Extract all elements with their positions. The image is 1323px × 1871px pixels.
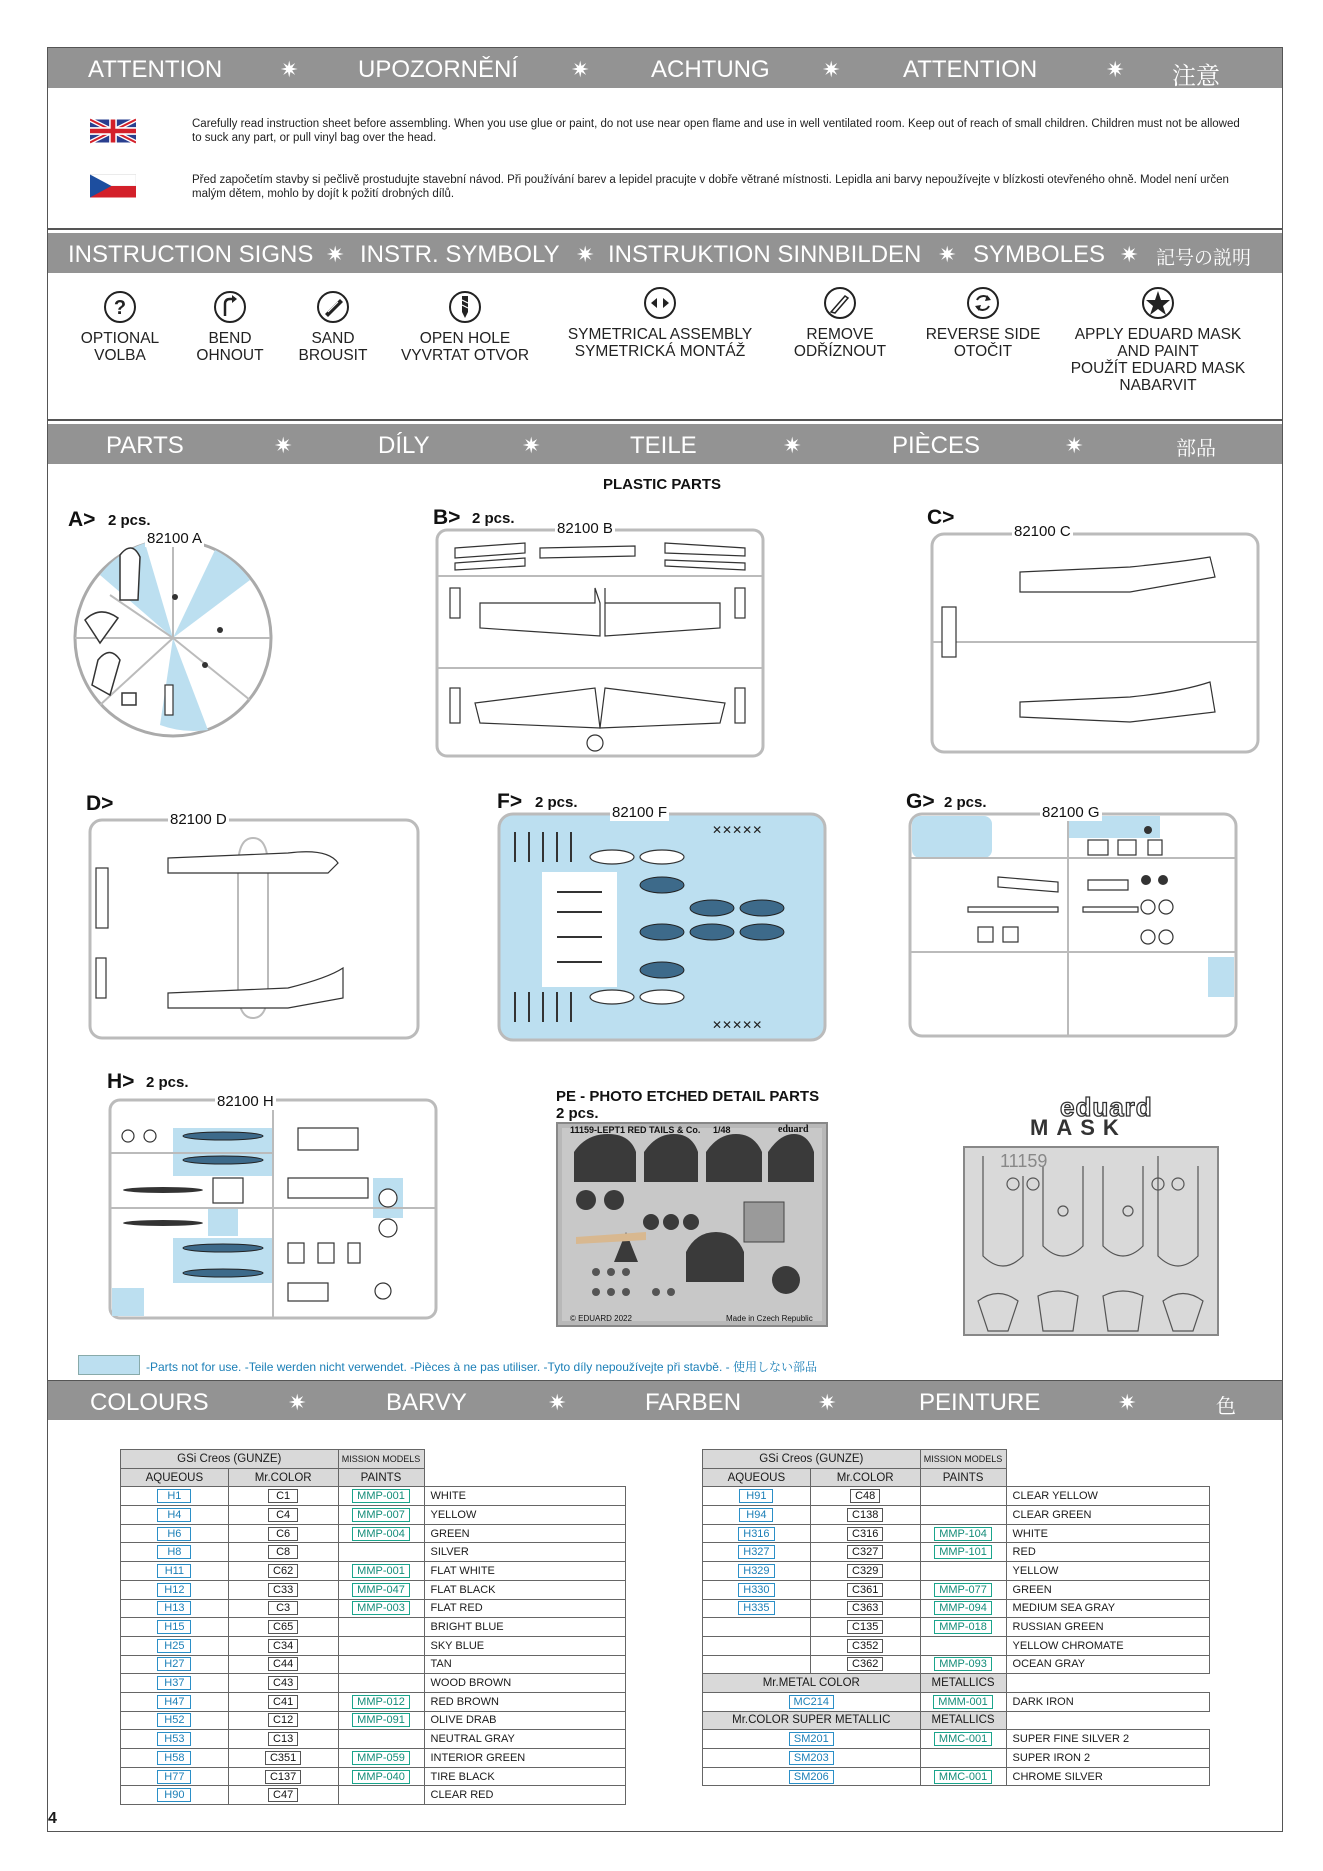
- mrcolor-code: C351: [265, 1751, 301, 1765]
- mrcolor-code: C47: [268, 1788, 298, 1802]
- table-row: [703, 1562, 1210, 1581]
- table-row: [121, 1767, 626, 1786]
- sign-line: OPTIONAL: [80, 330, 160, 347]
- sign-line: SAND: [311, 330, 355, 347]
- signs-en: INSTRUCTION SIGNS: [68, 241, 314, 268]
- mrcolor-code: C13: [268, 1732, 298, 1746]
- mission-code: MMC-001: [934, 1732, 992, 1746]
- header-mrcolor: Mr.COLOR: [228, 1468, 338, 1487]
- header-gunze: GSi Creos (GUNZE): [703, 1450, 921, 1469]
- pe-pcs: 2 pcs.: [556, 1105, 599, 1122]
- mission-code: MMP-040: [352, 1770, 410, 1784]
- parts-jp: 部品: [1176, 438, 1216, 460]
- star-icon: ✷: [822, 57, 841, 82]
- colours-cz: BARVY: [386, 1389, 467, 1416]
- metal-code: SM206: [789, 1770, 834, 1784]
- metal-code: SM201: [789, 1732, 834, 1746]
- colour-name: FLAT BLACK: [424, 1580, 626, 1599]
- aqueous-code: H316: [738, 1527, 774, 1541]
- pe-fret-brand: eduard: [778, 1124, 809, 1135]
- mrcolor-code: C43: [268, 1676, 298, 1690]
- colours-jp: 色: [1216, 1396, 1236, 1418]
- table-row: [121, 1786, 626, 1805]
- colour-name: OLIVE DRAB: [424, 1711, 626, 1730]
- colour-name: BRIGHT BLUE: [424, 1618, 626, 1637]
- mission-code: MMP-091: [352, 1713, 410, 1727]
- colours-fr: PEINTURE: [919, 1389, 1041, 1416]
- colour-name: FLAT RED: [424, 1599, 626, 1618]
- parts-de: TEILE: [630, 432, 697, 459]
- mrcolor-code: C65: [268, 1620, 298, 1634]
- table-row: [121, 1543, 626, 1562]
- unused-parts-legend: -Parts not for use. -Teile werden nicht verwendet. -Pièces à ne pas utiliser. -Tyto díly nepoužívejte při stavbě. - 使用しない部品: [146, 1360, 817, 1374]
- mrcolor-code: C12: [268, 1713, 298, 1727]
- colour-name: CLEAR RED: [424, 1786, 626, 1805]
- table-row: [703, 1730, 1210, 1749]
- mission-code: MMM-001: [933, 1695, 993, 1709]
- sign-line: APPLY EDUARD MASK: [1074, 326, 1242, 343]
- sand-icon: [316, 290, 350, 324]
- header-metal: Mr.METAL COLOR: [703, 1674, 921, 1693]
- table-row: [121, 1618, 626, 1637]
- sign-line: ODŘÍZNOUT: [793, 343, 887, 360]
- mrcolor-code: C6: [268, 1527, 298, 1541]
- colour-name: SILVER: [424, 1543, 626, 1562]
- sign-sand: [283, 290, 383, 364]
- table-row: [703, 1506, 1210, 1525]
- sprue-g-code: 82100 G: [1042, 804, 1100, 821]
- sign-open-hole: [395, 290, 535, 364]
- aqueous-code: H58: [157, 1751, 191, 1765]
- sprue-c-code: 82100 C: [1014, 523, 1071, 540]
- header-aqueous: AQUEOUS: [703, 1468, 811, 1487]
- colour-name: DARK IRON: [1006, 1692, 1209, 1711]
- star-icon: ✷: [1120, 242, 1139, 267]
- parts-cz: DÍLY: [378, 432, 430, 459]
- sprue-g-pcs: 2 pcs.: [944, 794, 987, 811]
- aqueous-code: H330: [738, 1583, 774, 1597]
- colours-table-left: [120, 1449, 626, 1805]
- mrcolor-code: C137: [265, 1770, 301, 1784]
- parts-en: PARTS: [106, 432, 184, 459]
- mrcolor-code: C316: [847, 1527, 883, 1541]
- aqueous-code: H90: [157, 1788, 191, 1802]
- table-row: [703, 1524, 1210, 1543]
- colours-table-right: [702, 1449, 1210, 1786]
- sprue-f-pcs: 2 pcs.: [535, 794, 578, 811]
- colour-name: TIRE BLACK: [424, 1767, 626, 1786]
- table-row: [703, 1692, 1210, 1711]
- signs-cz: INSTR. SYMBOLY: [360, 241, 560, 268]
- mrcolor-code: C1: [268, 1489, 298, 1503]
- signs-jp: 記号の説明: [1156, 248, 1252, 269]
- table-header-row: [703, 1711, 1210, 1730]
- table-header-row: [703, 1674, 1210, 1693]
- sprue-c-label: C>: [927, 506, 955, 529]
- attention-cz: UPOZORNĚNÍ: [358, 56, 519, 83]
- parts-fr: PIÈCES: [892, 432, 981, 459]
- colour-name: CLEAR GREEN: [1006, 1506, 1209, 1525]
- table-row: [121, 1692, 626, 1711]
- sprue-b-label: B>: [433, 506, 461, 529]
- table-header-row: [121, 1450, 626, 1469]
- aqueous-code: H12: [157, 1583, 191, 1597]
- aqueous-code: H1: [157, 1489, 191, 1503]
- header-mission: MISSION MODELS: [920, 1450, 1006, 1469]
- attention-de: ACHTUNG: [651, 56, 770, 83]
- uk-flag-icon: [90, 116, 136, 146]
- sprue-g-drawing: [908, 812, 1238, 1038]
- star-icon: ✷: [576, 242, 595, 267]
- sprue-g-label: G>: [906, 790, 935, 813]
- table-row: [121, 1580, 626, 1599]
- colours-header: [48, 1380, 1282, 1420]
- sign-line: OPEN HOLE: [419, 330, 511, 347]
- header-paints: PAINTS: [920, 1468, 1006, 1487]
- star-icon: ✷: [783, 433, 802, 458]
- colour-name: YELLOW CHROMATE: [1006, 1636, 1209, 1655]
- colour-name: YELLOW: [1006, 1562, 1209, 1581]
- colour-name: CHROME SILVER: [1006, 1767, 1209, 1786]
- mission-code: MMP-093: [934, 1657, 992, 1671]
- colour-name: RUSSIAN GREEN: [1006, 1618, 1209, 1637]
- star-icon: ✷: [274, 433, 293, 458]
- colour-name: WHITE: [1006, 1524, 1209, 1543]
- header-mission: MISSION MODELS: [338, 1450, 424, 1469]
- colour-name: CLEAR YELLOW: [1006, 1487, 1209, 1506]
- table-row: [121, 1749, 626, 1768]
- divider: [48, 228, 1282, 230]
- sign-remove: [775, 286, 905, 360]
- mrcolor-code: C8: [268, 1545, 298, 1559]
- aqueous-code: H6: [157, 1527, 191, 1541]
- aqueous-code: H8: [157, 1545, 191, 1559]
- star-icon: ✷: [522, 433, 541, 458]
- sprue-h-code: 82100 H: [217, 1093, 274, 1110]
- header-gunze: GSi Creos (GUNZE): [121, 1450, 339, 1469]
- sprue-f-code: 82100 F: [612, 804, 668, 821]
- aqueous-code: H329: [738, 1564, 774, 1578]
- mrcolor-code: C4: [268, 1508, 298, 1522]
- page-number: 4: [48, 1810, 57, 1827]
- colour-name: SKY BLUE: [424, 1636, 626, 1655]
- sprue-b-pcs: 2 pcs.: [472, 510, 515, 527]
- mission-code: MMP-007: [352, 1508, 410, 1522]
- table-row: [703, 1767, 1210, 1786]
- table-row: [121, 1487, 626, 1506]
- table-row: [121, 1599, 626, 1618]
- sprue-d-label: D>: [86, 792, 114, 815]
- plastic-parts-title: PLASTIC PARTS: [603, 476, 722, 493]
- aqueous-code: H15: [157, 1620, 191, 1634]
- table-row: [703, 1599, 1210, 1618]
- table-header-row: [121, 1468, 626, 1487]
- table-row: [121, 1506, 626, 1525]
- sign-line: VOLBA: [94, 347, 146, 364]
- mrcolor-code: C62: [268, 1564, 298, 1578]
- sign-line: REMOVE: [806, 326, 874, 343]
- colour-name: OCEAN GRAY: [1006, 1655, 1209, 1674]
- sign-reverse: [908, 286, 1058, 360]
- svg-text:✕✕✕✕✕: ✕✕✕✕✕: [712, 1018, 763, 1032]
- sprue-b-drawing: [435, 528, 765, 758]
- mission-code: MMP-047: [352, 1583, 410, 1597]
- table-row: [703, 1487, 1210, 1506]
- mrcolor-code: C362: [847, 1657, 883, 1671]
- sign-line: OHNOUT: [196, 347, 264, 364]
- mrcolor-code: C138: [847, 1508, 883, 1522]
- table-row: [121, 1655, 626, 1674]
- mrcolor-code: C34: [268, 1639, 298, 1653]
- parts-header: [48, 424, 1282, 464]
- star-icon: ✷: [280, 57, 299, 82]
- attention-en: ATTENTION: [88, 56, 223, 83]
- aqueous-code: H27: [157, 1657, 191, 1671]
- mask-code: 11159: [1000, 1151, 1048, 1171]
- mask-star-icon: [1141, 286, 1175, 320]
- table-row: [703, 1749, 1210, 1768]
- reverse-icon: [966, 286, 1000, 320]
- table-header-row: [703, 1450, 1210, 1469]
- star-icon: ✷: [326, 242, 345, 267]
- pe-fret-made: Made in Czech Republic: [726, 1314, 813, 1323]
- aqueous-code: H91: [739, 1489, 773, 1503]
- cz-flag-icon: [90, 171, 136, 201]
- attention-fr: ATTENTION: [903, 56, 1038, 83]
- divider: [48, 419, 1282, 421]
- svg-text:✕✕✕✕✕: ✕✕✕✕✕: [712, 823, 763, 837]
- mrcolor-code: C361: [847, 1583, 883, 1597]
- signs-fr: SYMBOLES: [973, 241, 1106, 268]
- metal-code: MC214: [789, 1695, 834, 1709]
- mrcolor-code: C33: [268, 1583, 298, 1597]
- colours-en: COLOURS: [90, 1389, 209, 1416]
- bend-icon: [213, 290, 247, 324]
- sprue-d-drawing: [88, 818, 420, 1040]
- star-icon: ✷: [1065, 433, 1084, 458]
- sprue-h-pcs: 2 pcs.: [146, 1074, 189, 1091]
- star-icon: ✷: [548, 1390, 567, 1415]
- svg-text:?: ?: [113, 297, 127, 319]
- instruction-signs-header: [48, 233, 1282, 273]
- pe-title: PE - PHOTO ETCHED DETAIL PARTS: [556, 1088, 820, 1105]
- sign-line: BEND: [208, 330, 252, 347]
- table-row: [121, 1711, 626, 1730]
- table-header-row: [703, 1468, 1210, 1487]
- unused-parts-swatch: [78, 1355, 140, 1375]
- sign-line: NABARVIT: [1119, 377, 1197, 394]
- aqueous-code: H4: [157, 1508, 191, 1522]
- sign-line: SYMETRICAL ASSEMBLY: [567, 326, 753, 343]
- colours-de: FARBEN: [645, 1389, 742, 1416]
- warning-text-en: Carefully read instruction sheet before assembling. When you use glue or paint, do not use near open flame and use in well ventilated room. Keep out of reach of small children. Children must not be allowed to suck any part, or pull vinyl bag over the head.: [192, 118, 1240, 144]
- mrcolor-code: C135: [847, 1620, 883, 1634]
- mission-code: MMP-012: [352, 1695, 410, 1709]
- colour-name: GREEN: [1006, 1580, 1209, 1599]
- star-icon: ✷: [1118, 1390, 1137, 1415]
- colour-name: WHITE: [424, 1487, 626, 1506]
- header-aqueous: AQUEOUS: [121, 1468, 229, 1487]
- table-row: [121, 1730, 626, 1749]
- mrcolor-code: C3: [268, 1601, 298, 1615]
- mrcolor-code: C352: [847, 1639, 883, 1653]
- mask-sheet-drawing: [963, 1146, 1219, 1336]
- sprue-a-label: A>: [68, 508, 96, 531]
- mission-code: MMP-094: [934, 1601, 992, 1615]
- header-metallics: METALLICS: [920, 1674, 1006, 1693]
- star-icon: ✷: [571, 57, 590, 82]
- mission-code: MMP-018: [934, 1620, 992, 1634]
- sprue-f-drawing: [497, 812, 827, 1042]
- mission-code: MMP-003: [352, 1601, 410, 1615]
- sign-line: VYVRTAT OTVOR: [400, 347, 530, 364]
- table-row: [703, 1580, 1210, 1599]
- mission-code: MMP-001: [352, 1564, 410, 1578]
- signs-de: INSTRUKTION SINNBILDEN: [608, 241, 922, 268]
- colour-name: YELLOW: [424, 1506, 626, 1525]
- colour-name: MEDIUM SEA GRAY: [1006, 1599, 1209, 1618]
- sprue-c-drawing: [930, 532, 1260, 754]
- pe-fret-title: 11159-LEPT1 RED TAILS & Co.: [570, 1125, 701, 1135]
- colour-name: GREEN: [424, 1524, 626, 1543]
- mission-code: MMP-004: [352, 1527, 410, 1541]
- table-row: [121, 1674, 626, 1693]
- sign-bend: [180, 290, 280, 364]
- pe-fret-copyright: © EDUARD 2022: [570, 1314, 632, 1323]
- mission-code: MMP-104: [934, 1527, 992, 1541]
- aqueous-code: H327: [738, 1545, 774, 1559]
- table-row: [121, 1636, 626, 1655]
- colour-name: RED: [1006, 1543, 1209, 1562]
- aqueous-code: H37: [157, 1676, 191, 1690]
- colour-name: SUPER IRON 2: [1006, 1749, 1209, 1768]
- sign-mask: [1058, 286, 1258, 394]
- sign-line: BROUSIT: [298, 347, 368, 364]
- metal-code: SM203: [789, 1751, 834, 1765]
- star-icon: ✷: [938, 242, 957, 267]
- warning-text-cz: Před započetím stavby si pečlivě prostudujte stavební návod. Při používání barev a lepidel pracujte v dobře větrané místnosti. Lepidla ani barvy nepoužívejte v blízkosti otevřeného ohně. Model není určen malým dětem, mohlo by dojít k požití drobných dílů.: [192, 174, 1229, 200]
- sprue-f-label: F>: [497, 790, 523, 813]
- table-row: [703, 1618, 1210, 1637]
- colour-name: NEUTRAL GRAY: [424, 1730, 626, 1749]
- sign-line: REVERSE SIDE: [925, 326, 1041, 343]
- mrcolor-code: C327: [847, 1545, 883, 1559]
- mrcolor-code: C41: [268, 1695, 298, 1709]
- sign-line: SYMETRICKÁ MONTÁŽ: [574, 343, 746, 360]
- table-row: [703, 1636, 1210, 1655]
- table-row: [121, 1524, 626, 1543]
- drill-icon: [448, 290, 482, 324]
- header-metal: Mr.COLOR SUPER METALLIC: [703, 1711, 921, 1730]
- aqueous-code: H11: [157, 1564, 191, 1578]
- colour-name: RED BROWN: [424, 1692, 626, 1711]
- aqueous-code: H52: [157, 1713, 191, 1727]
- sprue-b-code: 82100 B: [557, 520, 613, 537]
- attention-jp: 注意: [1172, 63, 1220, 90]
- mission-code: MMP-001: [352, 1489, 410, 1503]
- colour-name: INTERIOR GREEN: [424, 1749, 626, 1768]
- sprue-a-drawing: [70, 535, 276, 741]
- sign-line: AND PAINT: [1117, 343, 1199, 360]
- question-icon: [103, 290, 137, 324]
- mrcolor-code: C363: [847, 1601, 883, 1615]
- pe-fret-scale: 1/48: [713, 1125, 731, 1135]
- mrcolor-code: C44: [268, 1657, 298, 1671]
- pe-fret-drawing: [556, 1122, 828, 1327]
- aqueous-code: H77: [157, 1770, 191, 1784]
- mission-code: MMP-059: [352, 1751, 410, 1765]
- aqueous-code: H13: [157, 1601, 191, 1615]
- sprue-d-code: 82100 D: [170, 811, 227, 828]
- colour-name: WOOD BROWN: [424, 1674, 626, 1693]
- mask-brand: eduard: [1060, 1092, 1153, 1122]
- mrcolor-code: C329: [847, 1564, 883, 1578]
- sign-line: OTOČIT: [953, 343, 1013, 360]
- mrcolor-code: C48: [850, 1489, 880, 1503]
- symmetric-icon: [643, 286, 677, 320]
- star-icon: ✷: [1106, 57, 1125, 82]
- aqueous-code: H335: [738, 1601, 774, 1615]
- sign-line: POUŽÍT EDUARD MASK: [1070, 360, 1246, 377]
- aqueous-code: H47: [157, 1695, 191, 1709]
- header-mrcolor: Mr.COLOR: [810, 1468, 920, 1487]
- mask-word: MASK: [1030, 1115, 1127, 1140]
- header-paints: PAINTS: [338, 1468, 424, 1487]
- mission-code: MMP-077: [934, 1583, 992, 1597]
- sprue-a-code: 82100 A: [147, 530, 203, 547]
- table-row: [121, 1562, 626, 1581]
- knife-icon: [823, 286, 857, 320]
- colour-name: FLAT WHITE: [424, 1562, 626, 1581]
- sign-symmetric: [560, 286, 760, 360]
- star-icon: ✷: [818, 1390, 837, 1415]
- sign-optional: [70, 290, 170, 364]
- mission-code: MMP-101: [934, 1545, 992, 1559]
- sprue-h-drawing: [108, 1098, 438, 1320]
- header-metallics: METALLICS: [920, 1711, 1006, 1730]
- mission-code: MMC-001: [934, 1770, 992, 1784]
- colour-name: SUPER FINE SILVER 2: [1006, 1730, 1209, 1749]
- aqueous-code: H94: [739, 1508, 773, 1522]
- attention-header: [48, 48, 1282, 88]
- table-row: [703, 1543, 1210, 1562]
- table-row: [703, 1655, 1210, 1674]
- sprue-a-pcs: 2 pcs.: [108, 512, 151, 529]
- star-icon: ✷: [288, 1390, 307, 1415]
- colour-name: TAN: [424, 1655, 626, 1674]
- aqueous-code: H53: [157, 1732, 191, 1746]
- aqueous-code: H25: [157, 1639, 191, 1653]
- sprue-h-label: H>: [107, 1070, 135, 1093]
